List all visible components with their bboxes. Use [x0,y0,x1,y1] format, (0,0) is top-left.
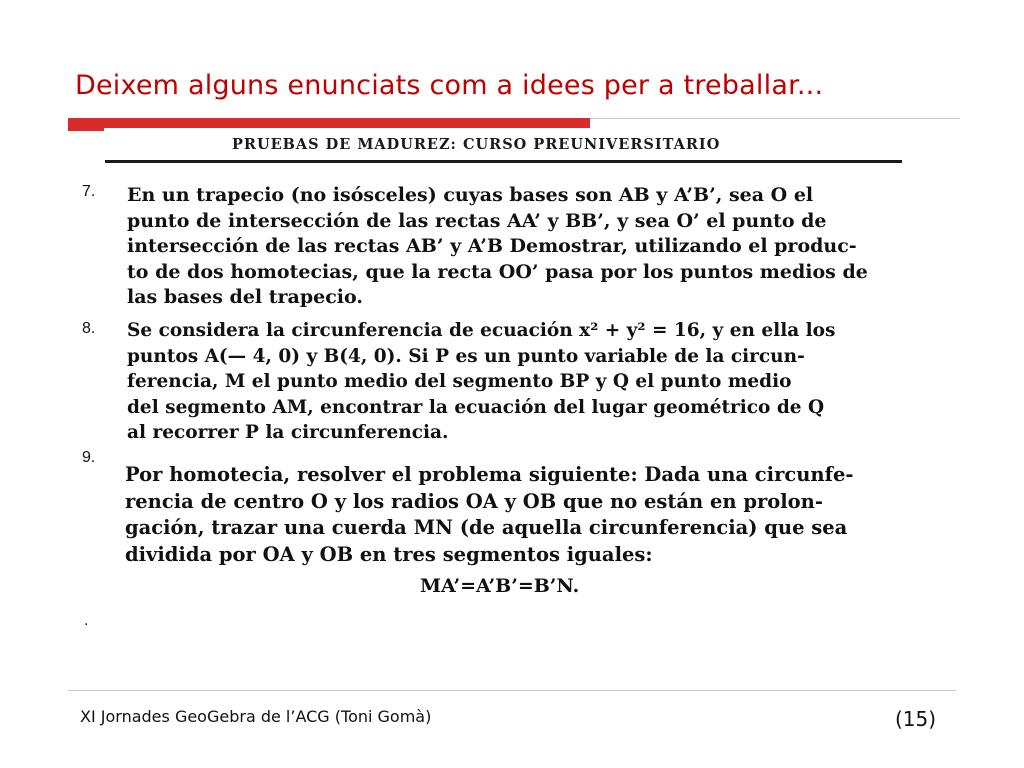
problem-7-line: to de dos homotecias, que la recta OO’ pasa por los puntos medios de [127,260,868,283]
scan-divider [105,160,902,163]
trailing-mark: . [84,612,89,629]
slide-title: Deixem alguns enunciats com a idees per a treballar... [75,70,824,101]
page-number: (15) [895,707,937,731]
problem-number-8: 8. [82,320,96,337]
problem-number-9: 9. [82,449,96,466]
problem-8-line: al recorrer P la circunferencia. [127,422,449,443]
problem-9-line: Por homotecia, resolver el problema siguiente: Dada una circunfe- [125,463,854,486]
scan-header: PRUEBAS DE MADUREZ: CURSO PREUNIVERSITARIO [232,136,721,153]
problem-8-line: del segmento AM, encontrar la ecuación del lugar geométrico de Q [127,396,825,418]
problem-8-line: puntos A(— 4, 0) y B(4, 0). Si P es un punto variable de la circun- [127,345,805,367]
problem-9-text [125,462,970,568]
problem-7-line: punto de intersección de las rectas AA’ y BB’, y sea O’ el punto de [127,209,827,232]
title-rule-red [68,118,590,128]
problem-7-text [127,183,977,311]
problem-7-line: intersección de las rectas AB’ y A’B Demostrar, utilizando el produc- [127,235,857,257]
problem-7-line: las bases del trapecio. [127,286,363,308]
problem-9-line: dividida por OA y OB en tres segmentos iguales: [125,542,653,566]
footer-rule [68,690,956,691]
title-rule-gray [590,118,960,119]
footer-credit: XI Jornades GeoGebra de l’ACG (Toni Gomà) [80,707,432,726]
problem-9-line: rencia de centro O y los radios OA y OB que no están en prolon- [125,489,823,513]
problem-9-line: gación, trazar una cuerda MN (de aquella circunferencia) que sea [125,516,848,539]
title-rule-stub [68,128,104,131]
problem-7-line: En un trapecio (no isósceles) cuyas bases son AB y A’B’, sea O el [127,184,814,206]
problem-8-line: ferencia, M el punto medio del segmento BP y Q el punto medio [127,371,792,392]
problem-8-text [127,318,927,446]
problem-9-equation: MA’=A’B’=B’N. [420,575,580,597]
problem-8-line: Se considera la circunferencia de ecuación x² + y² = 16, y en ella los [127,320,836,341]
problem-number-7: 7. [82,183,96,200]
